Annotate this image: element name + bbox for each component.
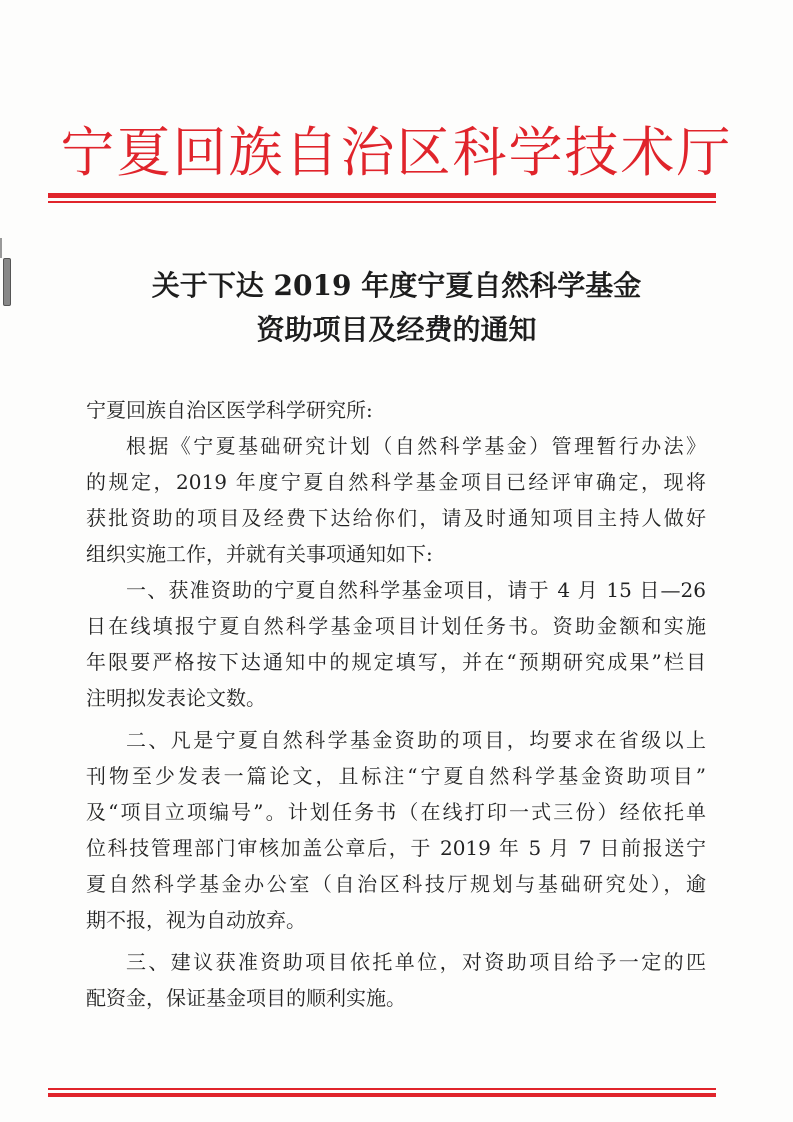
paragraph-2-line-1: 一、获准资助的宁夏自然科学基金项目，请于 4 月 15 日—26 [126, 578, 706, 602]
paragraph-2-line-2: 日在线填报宁夏自然科学基金项目计划任务书。资助金额和实施 [86, 614, 706, 638]
document-title [60, 264, 733, 352]
paragraph-3-line-3: 及“项目立项编号”。计划任务书（在线打印一式三份）经依托单 [86, 800, 706, 824]
header-red-rule-thin [48, 201, 716, 203]
staple-mark [3, 258, 11, 306]
header-red-rule-thick [48, 193, 716, 198]
paragraph-1-line-4: 组织实施工作，并就有关事项通知如下: [86, 542, 433, 566]
paragraph-2-line-4: 注明拟发表论文数。 [86, 686, 266, 710]
footer-red-rule-thin [48, 1088, 716, 1090]
salutation: 宁夏回族自治区医学科学研究所: [86, 398, 373, 422]
paragraph-3-line-5: 夏自然科学基金办公室（自治区科技厅规划与基础研究处），逾 [86, 872, 706, 896]
document-title-line-2: 资助项目及经费的通知 [256, 313, 537, 346]
agency-header: 宁夏回族自治区科学技术厅 [60, 121, 733, 184]
paragraph-3-line-4: 位科技管理部门审核加盖公章后，于 2019 年 5 月 7 日前报送宁 [86, 836, 706, 860]
document-title-line-1: 关于下达 2019 年度宁夏自然科学基金 [151, 269, 642, 302]
document-body [86, 392, 706, 1016]
paragraph-3-line-2: 刊物至少发表一篇论文，且标注“宁夏自然科学基金资助项目” [86, 764, 706, 788]
paragraph-4-line-1: 三、建议获准资助项目依托单位，对资助项目给予一定的匹 [126, 950, 706, 974]
paragraph-1-line-1: 根据《宁夏基础研究计划（自然科学基金）管理暂行办法》 [126, 434, 706, 458]
binding-mark [0, 238, 2, 258]
paragraph-3-line-6: 期不报，视为自动放弃。 [86, 908, 306, 932]
paragraph-1-line-3: 获批资助的项目及经费下达给你们，请及时通知项目主持人做好 [86, 506, 706, 530]
paragraph-2-line-3: 年限要严格按下达通知中的规定填写，并在“预期研究成果”栏目 [86, 650, 706, 674]
paragraph-3-line-1: 二、凡是宁夏自然科学基金资助的项目，均要求在省级以上 [126, 728, 706, 752]
footer-red-rule-thick [48, 1093, 716, 1097]
paragraph-1-line-2: 的规定，2019 年度宁夏自然科学基金项目已经评审确定，现将 [86, 470, 706, 494]
paragraph-4-line-2: 配资金，保证基金项目的顺利实施。 [86, 986, 406, 1010]
